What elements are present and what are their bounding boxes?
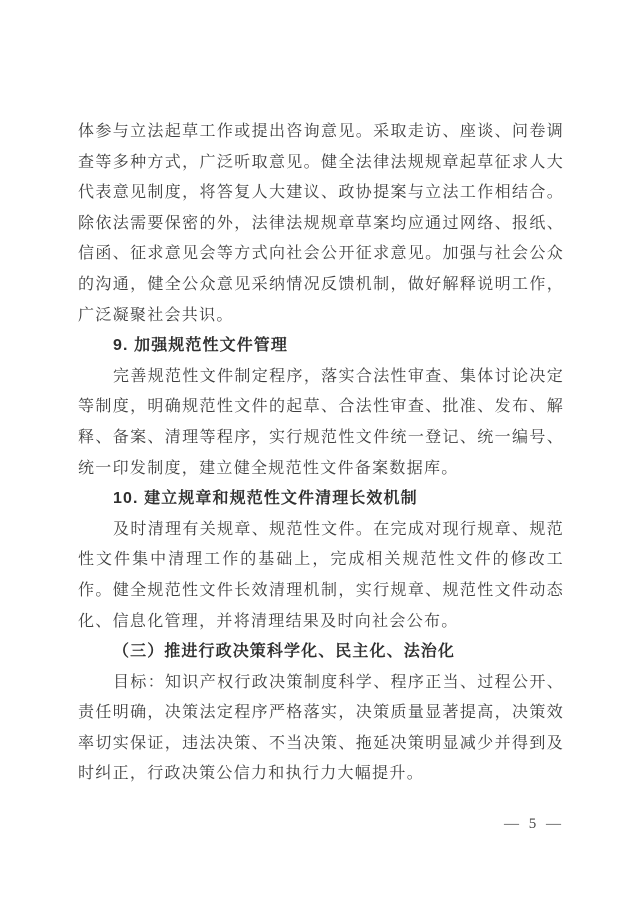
text-line: 率切实保证，违法决策、不当决策、拖延决策明显减少并得到及 <box>78 734 564 752</box>
text-line: 广泛凝聚社会共识。 <box>78 306 234 324</box>
text-line: 等制度，明确规范性文件的起草、合法性审查、批准、发布、解 <box>78 398 564 416</box>
paragraph <box>78 362 564 484</box>
text-line: 化、信息化管理，并将清理结果及时向社会公布。 <box>78 612 459 630</box>
section-heading: （三）推进行政决策科学化、民主化、法治化 <box>113 643 456 661</box>
page-number: — 5 — <box>504 816 564 832</box>
paragraph <box>78 668 564 790</box>
text-line: 作。健全规范性文件长效清理机制，实行规章、规范性文件动态 <box>78 581 564 599</box>
text-line: 除依法需要保密的外，法律法规规章草案均应通过网络、报纸、 <box>78 214 564 232</box>
text-line: 的沟通，健全公众意见采纳情况反馈机制，做好解释说明工作， <box>78 275 564 293</box>
text-line: 查等多种方式，广泛听取意见。健全法律法规规章起草征求人大 <box>78 153 564 171</box>
text-line: 完善规范性文件制定程序，落实合法性审查、集体讨论决定 <box>113 367 564 385</box>
text-line: 代表意见制度，将答复人大建议、政协提案与立法工作相结合。 <box>78 184 564 202</box>
text-line: 体参与立法起草工作或提出咨询意见。采取走访、座谈、问卷调 <box>78 123 564 140</box>
paragraph <box>78 515 564 637</box>
text-line: 释、备案、清理等程序，实行规范性文件统一登记、统一编号、 <box>78 428 564 446</box>
text-line: 目标：知识产权行政决策制度科学、程序正当、过程公开、 <box>113 673 564 691</box>
paragraph <box>78 117 564 331</box>
text-line: 统一印发制度，建立健全规范性文件备案数据库。 <box>78 459 459 477</box>
text-line: 责任明确，决策法定程序严格落实，决策质量显著提高，决策效 <box>78 704 564 722</box>
text-line: 时纠正，行政决策公信力和执行力大幅提升。 <box>78 765 425 783</box>
document-content <box>78 117 564 790</box>
text-line: 及时清理有关规章、规范性文件。在完成对现行规章、规范 <box>113 520 564 538</box>
section-heading: 9. 加强规范性文件管理 <box>113 337 288 355</box>
text-line: 信函、征求意见会等方式向社会公开征求意见。加强与社会公众 <box>78 245 564 263</box>
text-line: 性文件集中清理工作的基础上，完成相关规范性文件的修改工 <box>78 551 564 569</box>
section-heading: 10. 建立规章和规范性文件清理长效机制 <box>113 490 418 508</box>
